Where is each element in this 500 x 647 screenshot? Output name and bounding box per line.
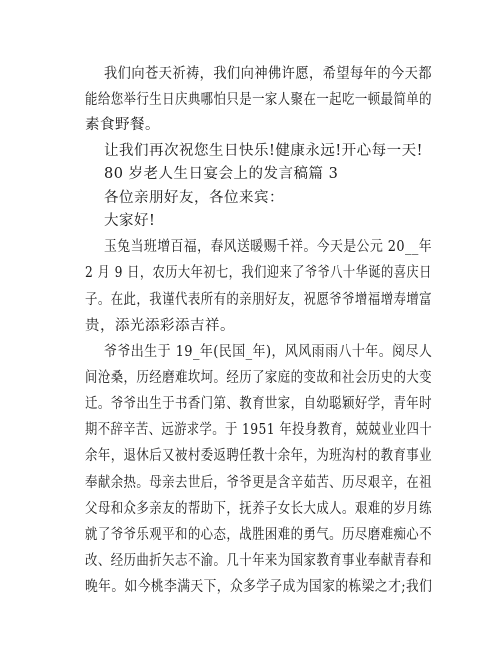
paragraph-line: 父母和众多亲友的帮助下，抚养子女长大成人。艰难的岁月练 xyxy=(85,501,433,517)
paragraph-line: 余年，退休后又被村委返聘任教十余年，为班沟村的教育事业 xyxy=(85,448,433,464)
paragraph-line: 就了爷爷乐观平和的心态，战胜困难的勇气。历尽磨难痴心不 xyxy=(85,527,433,543)
paragraph-line: 能给您举行生日庆典哪怕只是一家人聚在一起吃一顿最简单的 xyxy=(85,92,433,108)
paragraph-line: 子。在此，我谨代表所有的亲朋好友，祝愿爷爷增福增寿增富 xyxy=(85,292,433,308)
paragraph-line: 间沧桑，历经磨难坎坷。经历了家庭的变故和社会历史的大变 xyxy=(85,370,433,386)
section-heading: 80 岁老人生日宴会上的发言稿篇 3 xyxy=(104,166,339,182)
paragraph-line: 期不辞辛苦、远游求学。于 1951 年投身教育，兢兢业业四十 xyxy=(85,422,433,438)
paragraph-line: 晚年。如今桃李满天下，众多学子成为国家的栋梁之才;我们 xyxy=(85,579,433,595)
paragraph-line: 我们向苍天祈祷，我们向神佛许愿，希望每年的今天都 xyxy=(104,66,432,82)
paragraph-line: 迁。爷爷出生于书香门第、教育世家，自幼聪颖好学，青年时 xyxy=(85,396,433,412)
paragraph-line: 2 月 9 日，农历大年初七，我们迎来了爷爷八十华诞的喜庆日 xyxy=(85,265,432,281)
paragraph-line: 爷爷出生于 19_年(民国_年)，风风雨雨八十年。阅尽人 xyxy=(104,344,433,360)
paragraph-line: 贵，添光添彩添吉祥。 xyxy=(85,318,235,334)
paragraph-line: 奉献余热。母亲去世后，爷爷更是含辛茹苦、历尽艰辛，在祖 xyxy=(85,475,433,491)
paragraph-line: 素食野餐。 xyxy=(85,117,160,133)
greeting-line: 大家好! xyxy=(104,213,156,229)
closing-wish-line: 让我们再次祝您生日快乐!健康永远!开心每一天! xyxy=(104,143,423,159)
paragraph-line: 改、经历曲折矢志不渝。几十年来为国家教育事业奉献青春和 xyxy=(85,553,433,569)
paragraph-line: 玉兔当班增百福，春风送暖赐千祥。今天是公元 20__年 xyxy=(104,239,433,255)
salutation-line: 各位亲朋好友，各位来宾： xyxy=(104,190,284,206)
